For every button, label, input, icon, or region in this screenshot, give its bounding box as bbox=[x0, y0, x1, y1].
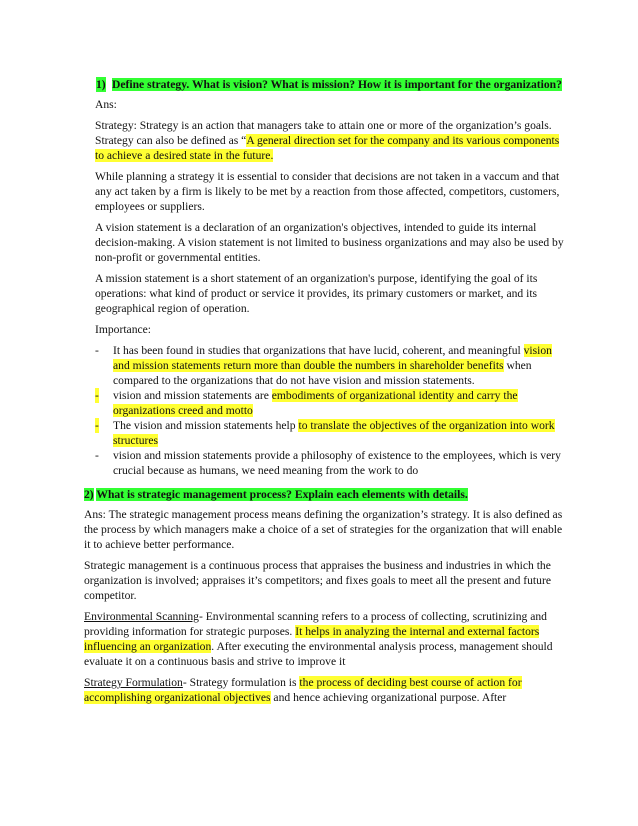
list-item bbox=[95, 388, 564, 418]
question-2-number: 2) bbox=[84, 488, 94, 501]
question-1-heading bbox=[84, 77, 564, 92]
bullet-highlight: vision and mission statements return more than double the numbers in shareholder benefits bbox=[113, 344, 552, 372]
question-1-number: 1) bbox=[96, 78, 106, 91]
bullet-text-after: when compared to the organizations that do not have vision and mission statements. bbox=[113, 359, 532, 387]
list-item bbox=[95, 418, 564, 448]
list-item bbox=[95, 343, 564, 388]
strategy-formulation-term: Strategy Formulation bbox=[84, 676, 183, 689]
list-item bbox=[95, 448, 564, 478]
environmental-scanning-text-after: . After executing the environmental analysis process, management should evaluate it on a continuous basis and strive to improve it bbox=[84, 640, 553, 668]
continuous-process-paragraph: Strategic management is a continuous process that appraises the business and industries in which the organization is involved; appraises it’s competitors; and fixes goals to meet all the present and future competitor. bbox=[84, 559, 551, 602]
strategy-definition bbox=[84, 118, 564, 163]
question-1-text: Define strategy. What is vision? What is mission? How it is important for the organization? bbox=[112, 78, 562, 91]
environmental-scanning-text: - Environmental scanning refers to a process of collecting, scrutinizing and providing information for strategic purposes. bbox=[84, 610, 547, 638]
bullet-highlight: embodiments of organizational identity and carry the organizations creed and motto bbox=[113, 389, 518, 417]
importance-label: Importance: bbox=[95, 323, 152, 336]
planning-paragraph: While planning a strategy it is essential to consider that decisions are not taken in a vaccum and that any act taken by a firm is likely to be met by a reaction from those affected, competitors, customers, employees or suppliers. bbox=[95, 170, 560, 213]
bullet-text: vision and mission statements are bbox=[113, 389, 272, 402]
bullet-text: The vision and mission statements help bbox=[113, 419, 299, 432]
question-2-text: What is strategic management process? Explain each elements with details. bbox=[96, 488, 468, 501]
bullet-dash: - bbox=[95, 389, 99, 402]
strategy-formulation-highlight: the process of deciding best course of action for accomplishing organizational objectives bbox=[84, 676, 522, 704]
environmental-scanning-paragraph bbox=[84, 609, 564, 669]
environmental-scanning-term: Environmental Scanning bbox=[84, 610, 199, 623]
bullet-dash: - bbox=[95, 419, 99, 432]
process-answer: Ans: The strategic management process means defining the organization’s strategy. It is also defined as the process by which managers make a choice of a set of strategies for the organization that will enable it to achieve better performance. bbox=[84, 508, 563, 551]
importance-list bbox=[84, 343, 564, 478]
mission-paragraph: A mission statement is a short statement of an organization's purpose, identifying the goal of its operations: what kind of product or service it provides, its primary customers or market, and its geographical region of operation. bbox=[95, 272, 538, 315]
strategy-formulation-paragraph bbox=[84, 675, 564, 705]
environmental-scanning-highlight: It helps in analyzing the internal and external factors influencing an organization bbox=[84, 625, 540, 653]
strategy-text: Strategy: Strategy is an action that managers take to attain one or more of the organization’s goals. Strategy can also be defined as “ bbox=[95, 119, 552, 147]
vision-paragraph: A vision statement is a declaration of an organization's objectives, intended to guide its internal decision-making. A vision statement is not limited to business organizations and may also be used by non-profit or governmental entities. bbox=[95, 221, 564, 264]
bullet-text: It has been found in studies that organizations that have lucid, coherent, and meaningful bbox=[113, 344, 524, 357]
strategy-formulation-text: - Strategy formulation is bbox=[182, 676, 300, 689]
bullet-highlight: to translate the objectives of the organization into work structures bbox=[113, 419, 555, 447]
bullet-text: vision and mission statements provide a philosophy of existence to the employees, which is very crucial because as humans, we need meaning from the work to do bbox=[113, 449, 561, 477]
answer-label: Ans: bbox=[95, 98, 117, 111]
question-2-heading bbox=[84, 487, 564, 502]
strategy-formulation-text-after: and hence achieving organizational purpose. After bbox=[270, 691, 507, 704]
strategy-highlight: A general direction set for the company and its various components to achieve a desired state in the future. bbox=[95, 134, 560, 162]
bullet-dash: - bbox=[95, 344, 99, 357]
document-body bbox=[84, 77, 564, 711]
bullet-dash: - bbox=[95, 449, 99, 462]
